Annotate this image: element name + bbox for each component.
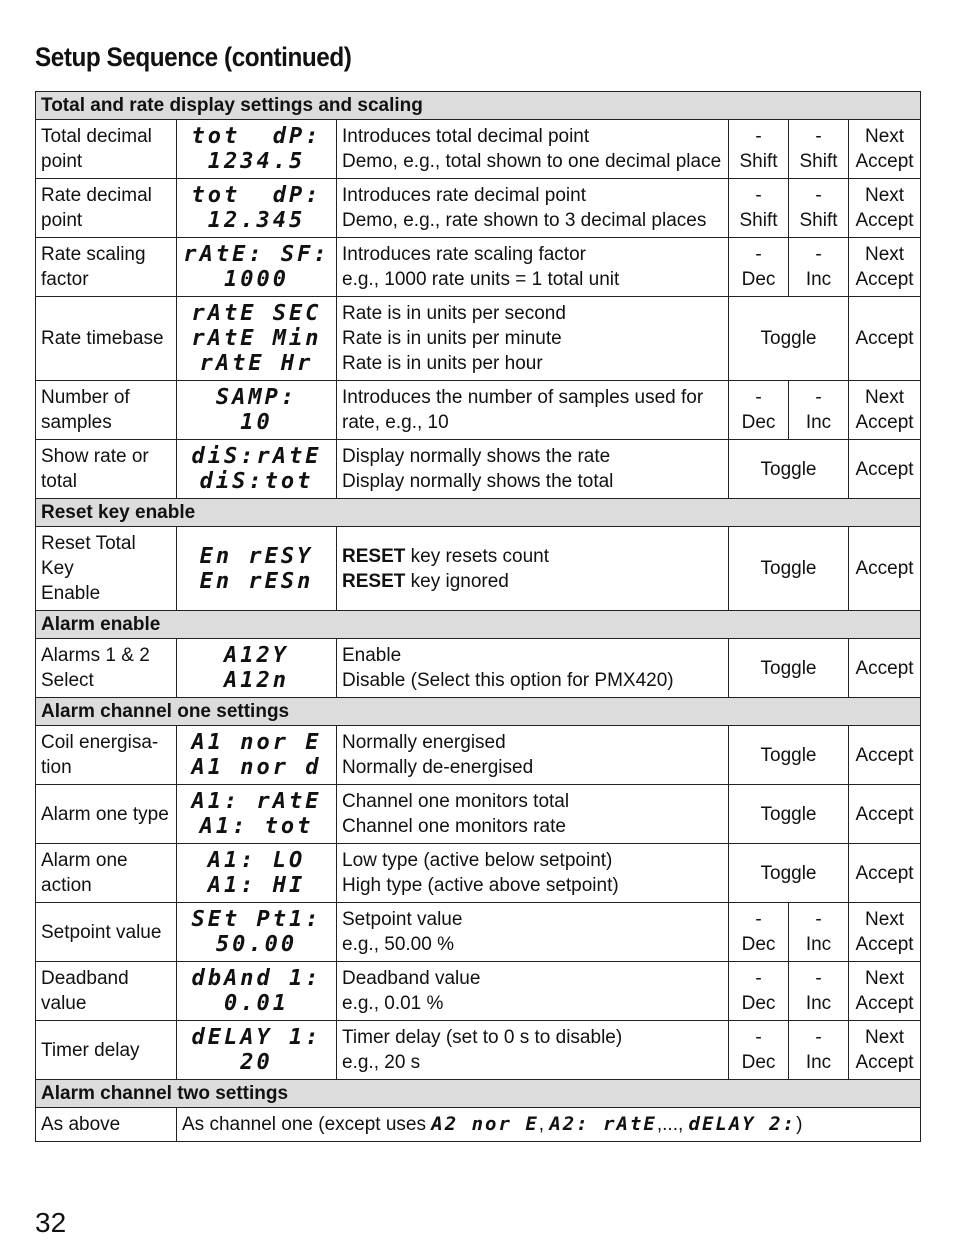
display-code-inline: A2 nor E xyxy=(431,1113,539,1135)
key-action-line: - xyxy=(815,387,822,408)
description xyxy=(337,381,729,440)
parameter-name-line: Setpoint value xyxy=(41,921,162,943)
key-1-action xyxy=(729,381,789,440)
table-row xyxy=(36,903,921,962)
description-line: Display normally shows the rate xyxy=(342,446,611,467)
key-action-line: - xyxy=(815,126,822,147)
key-action-line: Inc xyxy=(805,934,832,955)
key-action-line: Next xyxy=(864,185,905,206)
key-action-line: - xyxy=(755,244,762,265)
key-action-line: - xyxy=(815,909,822,930)
display-readout-line: En rESn xyxy=(199,568,314,594)
table-row xyxy=(36,1108,921,1142)
parameter-name-line: samples xyxy=(41,412,112,433)
key-action-line: Shift xyxy=(739,151,778,172)
parameter-name xyxy=(36,527,177,611)
display-readout xyxy=(177,903,337,962)
description-line: rate, e.g., 10 xyxy=(342,412,449,433)
section-heading: Alarm channel two settings xyxy=(36,1080,921,1108)
display-readout-line: diS:tot xyxy=(199,469,314,494)
section-header-row xyxy=(36,499,921,527)
description xyxy=(337,179,729,238)
parameter-name xyxy=(36,381,177,440)
accept-key: Accept xyxy=(849,844,921,903)
display-readout-line: A1: HI xyxy=(207,873,306,898)
key-2-action xyxy=(789,1021,849,1080)
key-action-line: Inc xyxy=(805,993,832,1014)
display-readout-line: A1 nor d xyxy=(191,755,322,780)
parameter-name-line: Select xyxy=(41,670,94,691)
display-readout xyxy=(177,962,337,1021)
description-line: Rate is in units per hour xyxy=(342,353,543,374)
display-readout-line: A1: rAtE xyxy=(191,789,322,814)
display-readout-line: 12.345 xyxy=(207,208,306,233)
display-readout xyxy=(177,639,337,698)
display-readout-line: rAtE Hr xyxy=(199,351,314,376)
description-text: key resets count xyxy=(405,545,549,567)
parameter-name xyxy=(36,1108,177,1142)
description-line: Demo, e.g., total shown to one decimal place xyxy=(342,151,722,172)
description-line: Introduces rate decimal point xyxy=(342,185,586,206)
description-line: Timer delay (set to 0 s to disable) xyxy=(342,1027,623,1048)
key-action-line: Accept xyxy=(855,1052,914,1073)
description xyxy=(337,785,729,844)
table-row xyxy=(36,120,921,179)
key-action-line: Accept xyxy=(855,934,914,955)
key-action-line: - xyxy=(755,126,762,147)
key-2-action xyxy=(789,962,849,1021)
accept-key: Accept xyxy=(849,527,921,611)
key-action-line: - xyxy=(755,1027,762,1048)
key-2-action xyxy=(789,238,849,297)
key-action-line: Accept xyxy=(855,210,914,231)
parameter-name xyxy=(36,962,177,1021)
parameter-name xyxy=(36,785,177,844)
key-2-action xyxy=(789,179,849,238)
table-row xyxy=(36,381,921,440)
setup-sequence-table xyxy=(35,91,921,1142)
display-readout-line: A1: tot xyxy=(199,814,314,839)
display-readout-line: 10 xyxy=(240,410,273,435)
description-line: Deadband value xyxy=(342,968,481,989)
display-readout-line: rAtE SEC xyxy=(191,301,322,326)
accept-key: Accept xyxy=(849,639,921,698)
accept-key: Accept xyxy=(849,785,921,844)
description xyxy=(337,120,729,179)
key-3-action xyxy=(849,381,921,440)
table-row xyxy=(36,844,921,903)
key-action-line: Dec xyxy=(741,993,776,1014)
key-action-line: Next xyxy=(864,126,905,147)
section-heading: Alarm channel one settings xyxy=(36,698,921,726)
display-readout-line: A1: LO xyxy=(207,848,306,873)
section-heading: Alarm enable xyxy=(36,611,921,639)
key-3-action xyxy=(849,962,921,1021)
key-1-action xyxy=(729,903,789,962)
description-line: Low type (active below setpoint) xyxy=(342,850,613,871)
display-readout-line: SEt Pt1: xyxy=(191,907,322,932)
display-readout-line: diS:rAtE xyxy=(191,444,322,469)
key-action-line: Inc xyxy=(805,1052,832,1073)
display-readout-line: SAMP: xyxy=(215,385,298,410)
display-readout xyxy=(177,844,337,903)
key-action-line: Next xyxy=(864,387,905,408)
description-text: , xyxy=(538,1114,550,1135)
parameter-name xyxy=(36,726,177,785)
key-action-line: - xyxy=(755,968,762,989)
section-header-row xyxy=(36,1080,921,1108)
parameter-name-line: Timer delay xyxy=(41,1039,140,1061)
description xyxy=(337,527,729,611)
display-readout-line: rAtE Min xyxy=(191,326,322,351)
parameter-name-line: value xyxy=(41,993,87,1014)
description-line xyxy=(342,544,723,569)
key-2-action xyxy=(789,120,849,179)
description xyxy=(337,297,729,381)
display-readout-line: A12n xyxy=(224,668,289,693)
key-1-action xyxy=(729,1021,789,1080)
display-readout xyxy=(177,1021,337,1080)
display-readout xyxy=(177,726,337,785)
key-action-line: - xyxy=(815,1027,822,1048)
toggle-keys: Toggle xyxy=(729,844,849,903)
display-readout xyxy=(177,179,337,238)
key-3-action xyxy=(849,903,921,962)
parameter-name xyxy=(36,120,177,179)
parameter-name-line: Coil energisa- xyxy=(41,732,159,753)
key-action-line: Accept xyxy=(855,993,914,1014)
table-row xyxy=(36,639,921,698)
reset-keyword: RESET xyxy=(342,545,406,567)
description xyxy=(337,962,729,1021)
description-line: Rate is in units per second xyxy=(342,303,566,324)
key-action-line: Accept xyxy=(855,269,914,290)
description-line xyxy=(342,569,723,594)
description-line: Normally energised xyxy=(342,732,506,753)
description-text: key ignored xyxy=(405,570,509,592)
page-number: 32 xyxy=(35,1207,67,1238)
parameter-name-line: point xyxy=(41,151,83,172)
key-action-line: Inc xyxy=(805,269,832,290)
display-readout xyxy=(177,381,337,440)
display-readout-line: tot dP: xyxy=(191,183,322,208)
description-line: Introduces total decimal point xyxy=(342,126,590,147)
table-row xyxy=(36,527,921,611)
description-line: Display normally shows the total xyxy=(342,471,614,492)
parameter-name-line: Rate decimal xyxy=(41,185,152,206)
parameter-name-line: Show rate or xyxy=(41,446,149,467)
toggle-keys: Toggle xyxy=(729,527,849,611)
display-readout-line: dbAnd 1: xyxy=(191,966,322,991)
parameter-name-line: Deadband xyxy=(41,968,129,989)
display-readout-line: tot dP: xyxy=(191,124,322,149)
display-readout xyxy=(177,785,337,844)
key-action-line: Shift xyxy=(799,210,838,231)
description-line: High type (active above setpoint) xyxy=(342,875,619,896)
key-action-line: Dec xyxy=(741,934,776,955)
parameter-name xyxy=(36,238,177,297)
key-action-line: - xyxy=(755,909,762,930)
toggle-keys: Toggle xyxy=(729,440,849,499)
parameter-name-line: Reset Total Key xyxy=(41,533,136,579)
parameter-name-line: Rate scaling xyxy=(41,244,146,265)
table-row xyxy=(36,1021,921,1080)
key-1-action xyxy=(729,238,789,297)
key-action-line: Dec xyxy=(741,269,776,290)
table-row xyxy=(36,238,921,297)
key-action-line: - xyxy=(755,387,762,408)
table-row xyxy=(36,297,921,381)
description-line: Normally de-energised xyxy=(342,757,534,778)
table-row xyxy=(36,726,921,785)
display-readout-line: 20 xyxy=(240,1050,273,1075)
accept-key: Accept xyxy=(849,297,921,381)
key-action-line: - xyxy=(815,185,822,206)
key-action-line: Next xyxy=(864,244,905,265)
key-1-action xyxy=(729,179,789,238)
key-2-action xyxy=(789,903,849,962)
toggle-keys: Toggle xyxy=(729,785,849,844)
parameter-name xyxy=(36,844,177,903)
display-readout xyxy=(177,440,337,499)
description-line: Enable xyxy=(342,645,402,666)
key-3-action xyxy=(849,120,921,179)
description-line: Demo, e.g., rate shown to 3 decimal places xyxy=(342,210,707,231)
section-header-row xyxy=(36,92,921,120)
key-action-line: Accept xyxy=(855,412,914,433)
toggle-keys: Toggle xyxy=(729,726,849,785)
parameter-name-line: Alarm one xyxy=(41,850,128,871)
table-row xyxy=(36,785,921,844)
key-action-line: Inc xyxy=(805,412,832,433)
reset-keyword: RESET xyxy=(342,570,406,592)
key-action-line: Next xyxy=(864,1027,905,1048)
description-line: Setpoint value xyxy=(342,909,463,930)
section-header-row xyxy=(36,611,921,639)
parameter-name-line: factor xyxy=(41,269,89,290)
parameter-name-line: Alarm one type xyxy=(41,803,169,825)
parameter-name xyxy=(36,297,177,381)
display-code-inline: dELAY 2: xyxy=(688,1113,797,1135)
display-readout-line: 1000 xyxy=(224,267,289,292)
accept-key: Accept xyxy=(849,440,921,499)
key-action-line: Shift xyxy=(739,210,778,231)
description-line: Channel one monitors rate xyxy=(342,816,566,837)
parameter-name-line: action xyxy=(41,875,92,896)
parameter-name-line: Rate timebase xyxy=(41,328,164,349)
table-row xyxy=(36,179,921,238)
display-code-inline: A2: rAtE xyxy=(549,1113,657,1135)
parameter-name-line: tion xyxy=(41,757,72,778)
key-action-line: Next xyxy=(864,909,905,930)
key-1-action xyxy=(729,962,789,1021)
key-action-line: - xyxy=(815,244,822,265)
parameter-name xyxy=(36,639,177,698)
description-line: Introduces rate scaling factor xyxy=(342,244,586,265)
description xyxy=(337,903,729,962)
description-line: e.g., 0.01 % xyxy=(342,993,444,1014)
key-2-action xyxy=(789,381,849,440)
description-line: e.g., 50.00 % xyxy=(342,934,454,955)
accept-key: Accept xyxy=(849,726,921,785)
key-action-line: Accept xyxy=(855,151,914,172)
toggle-keys: Toggle xyxy=(729,297,849,381)
display-readout-line: rAtE: SF: xyxy=(183,242,330,267)
key-3-action xyxy=(849,179,921,238)
parameter-name-line: point xyxy=(41,210,83,231)
display-readout-line: 0.01 xyxy=(224,991,289,1016)
display-readout-line: 1234.5 xyxy=(207,149,306,174)
toggle-keys: Toggle xyxy=(729,639,849,698)
display-readout xyxy=(177,297,337,381)
parameter-name-line: Total decimal xyxy=(41,126,152,147)
key-action-line: Dec xyxy=(741,412,776,433)
description xyxy=(337,238,729,297)
parameter-name-line: total xyxy=(41,471,77,492)
page-title: Setup Sequence (continued) xyxy=(35,42,352,72)
description-line: Introduces the number of samples used for xyxy=(342,387,704,408)
parameter-name-line: Number of xyxy=(41,387,130,408)
description xyxy=(337,440,729,499)
key-action-line: Dec xyxy=(741,1052,776,1073)
description xyxy=(337,726,729,785)
description-text: ,..., xyxy=(656,1114,689,1135)
display-readout-line: En rESY xyxy=(199,543,314,569)
description-span xyxy=(177,1108,921,1142)
description xyxy=(337,1021,729,1080)
display-readout-line: 50.00 xyxy=(215,932,298,957)
description-line: e.g., 20 s xyxy=(342,1052,421,1073)
table-row xyxy=(36,440,921,499)
key-action-line: - xyxy=(815,968,822,989)
parameter-name xyxy=(36,1021,177,1080)
section-heading: Reset key enable xyxy=(36,499,921,527)
key-3-action xyxy=(849,238,921,297)
display-readout-line: A1 nor E xyxy=(191,730,322,755)
display-readout xyxy=(177,238,337,297)
description-line: Channel one monitors total xyxy=(342,791,570,812)
parameter-name xyxy=(36,179,177,238)
parameter-name-line: As above xyxy=(41,1114,121,1135)
key-action-line: Next xyxy=(864,968,905,989)
key-action-line: Shift xyxy=(799,151,838,172)
parameter-name xyxy=(36,440,177,499)
description-line: e.g., 1000 rate units = 1 total unit xyxy=(342,269,620,290)
parameter-name xyxy=(36,903,177,962)
section-header-row xyxy=(36,698,921,726)
display-readout-line: A12Y xyxy=(224,643,289,668)
display-readout xyxy=(177,527,337,611)
description-text: As channel one (except uses xyxy=(182,1114,432,1135)
parameter-name-line: Alarms 1 & 2 xyxy=(41,645,150,666)
table-row xyxy=(36,962,921,1021)
display-readout-line: dELAY 1: xyxy=(191,1025,322,1050)
key-action-line: - xyxy=(755,185,762,206)
parameter-name-line: Enable xyxy=(41,583,101,604)
description-line: Disable (Select this option for PMX420) xyxy=(342,670,674,691)
key-3-action xyxy=(849,1021,921,1080)
display-readout xyxy=(177,120,337,179)
description xyxy=(337,844,729,903)
section-heading: Total and rate display settings and scaling xyxy=(36,92,921,120)
key-1-action xyxy=(729,120,789,179)
description xyxy=(337,639,729,698)
description-text: ) xyxy=(796,1114,803,1135)
description-line: Rate is in units per minute xyxy=(342,328,562,349)
